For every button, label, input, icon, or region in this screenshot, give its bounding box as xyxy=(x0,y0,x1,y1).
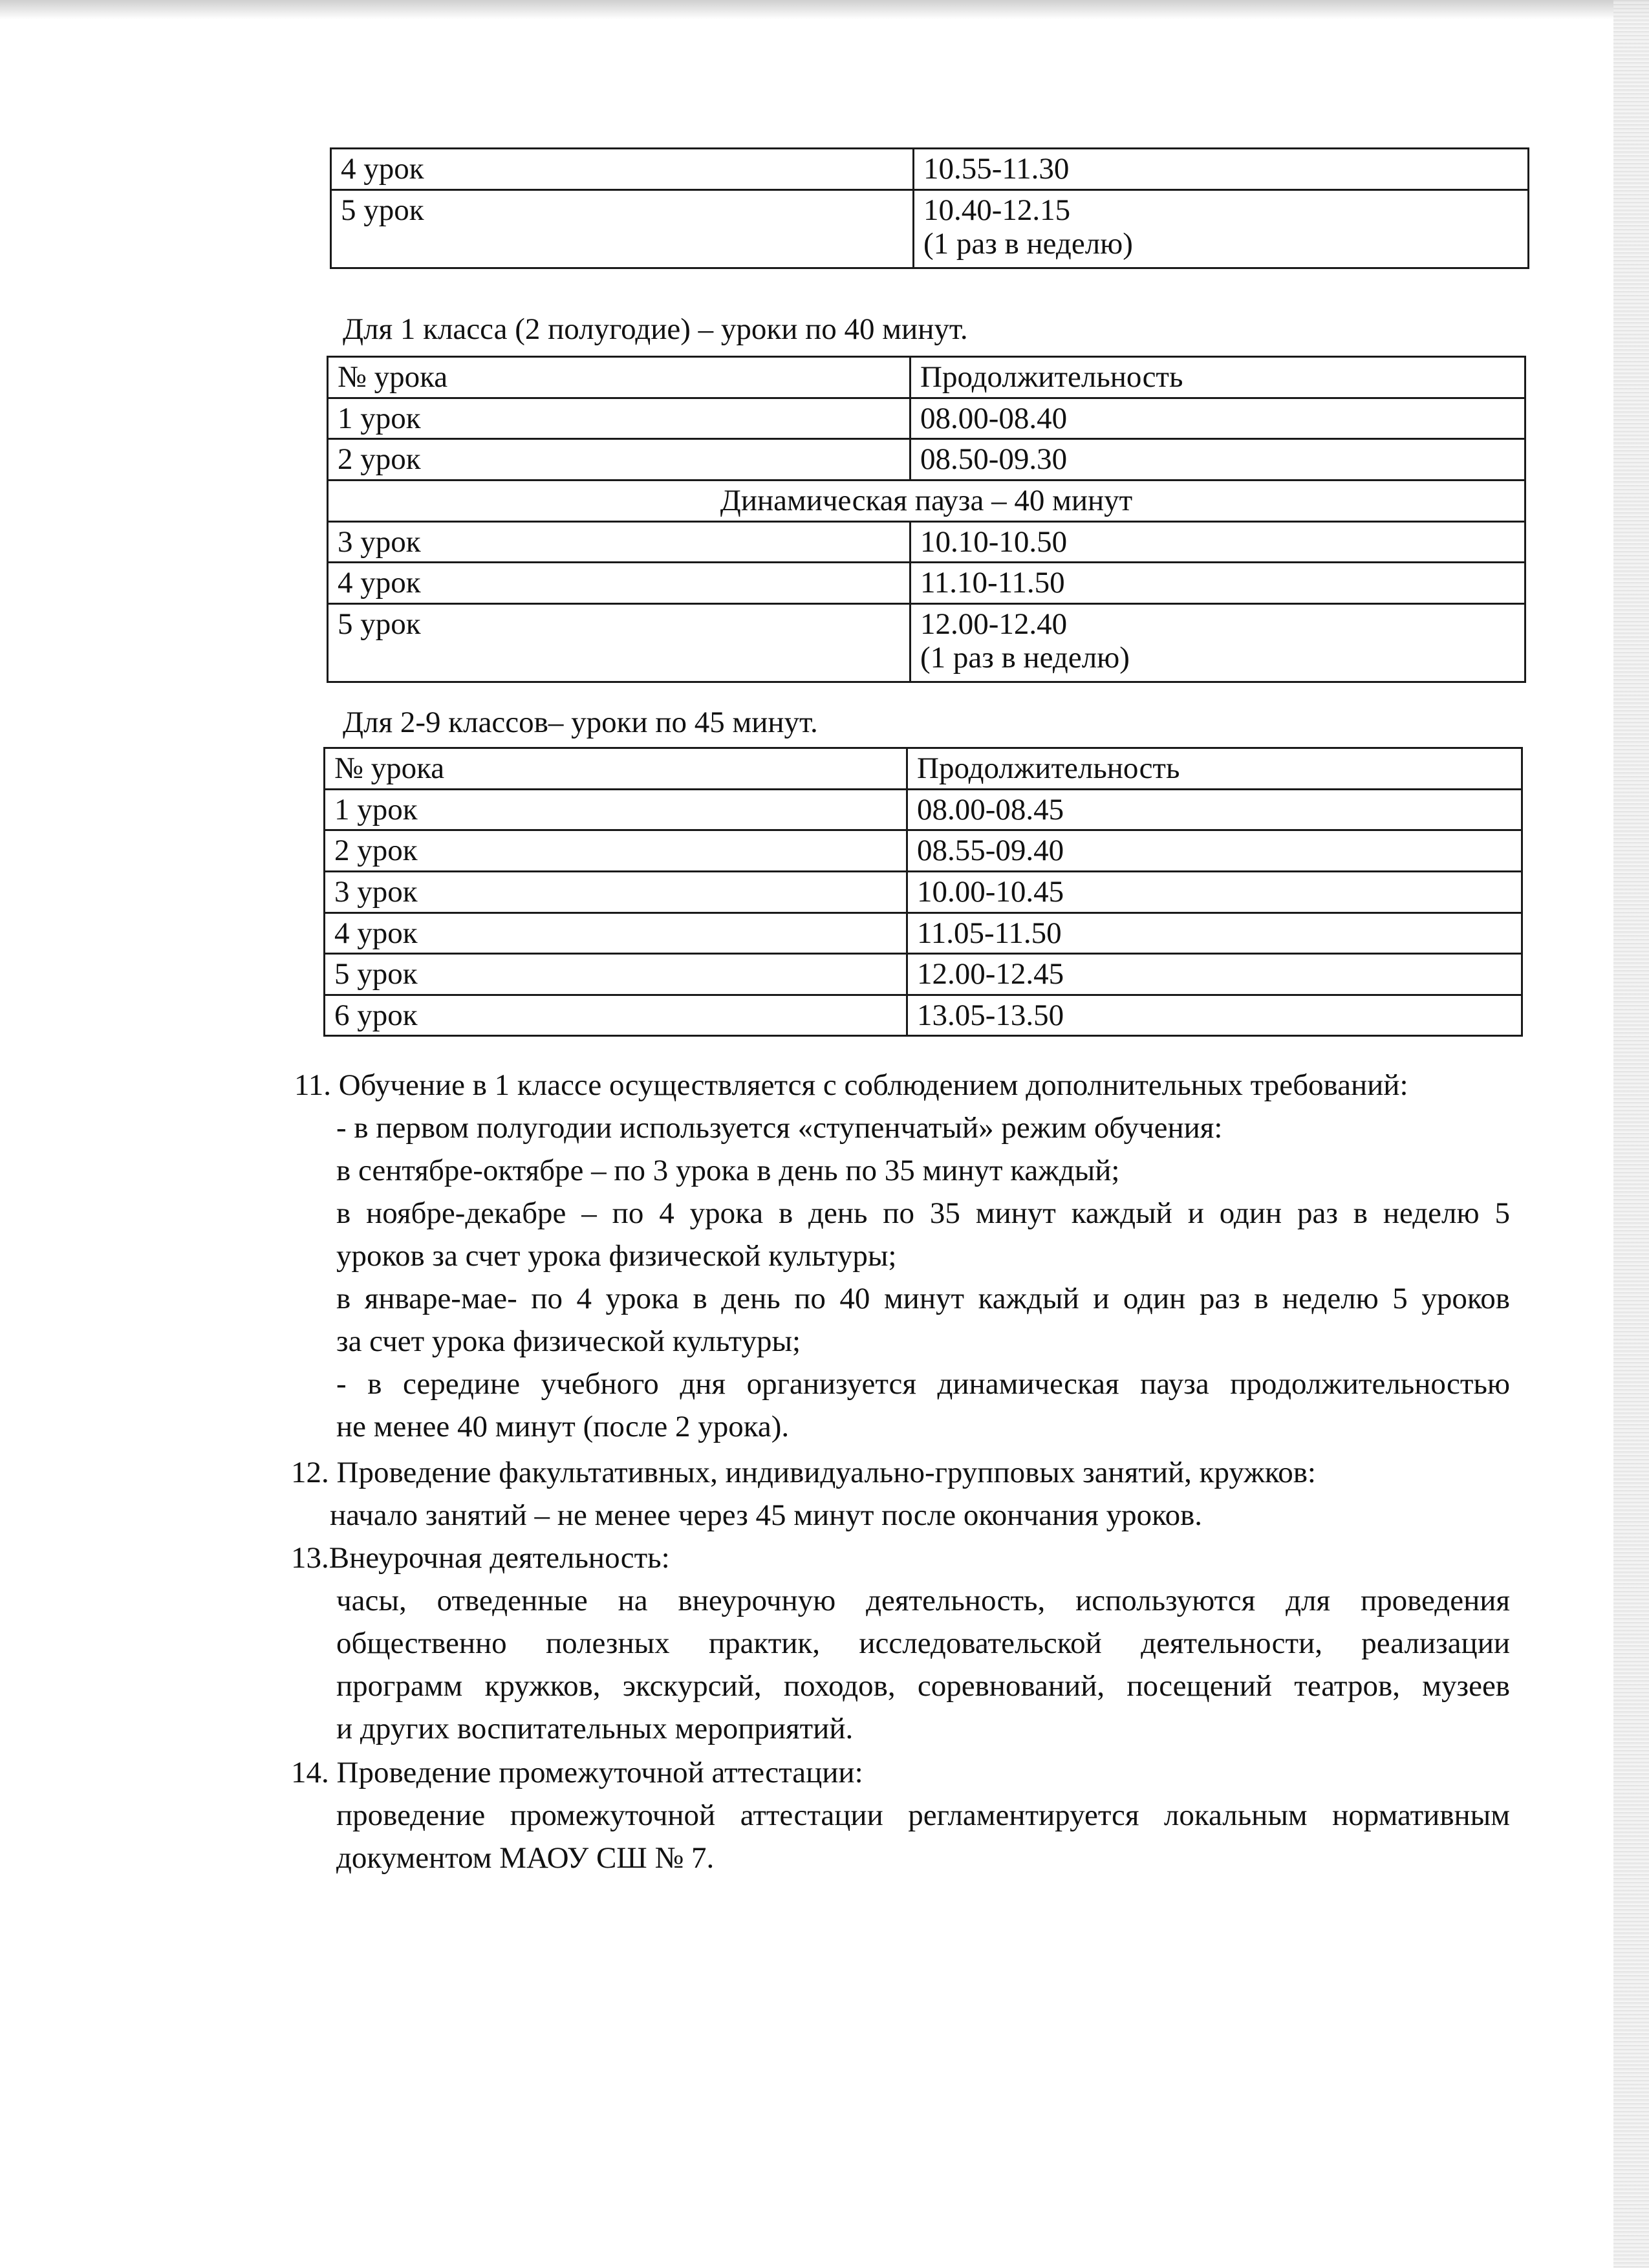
header-duration: Продолжительность xyxy=(911,357,1525,398)
body-line: часы, отведенные на внеурочную деятельность, используются для проведения xyxy=(336,1584,1510,1617)
lesson-cell: 4 урок xyxy=(325,913,907,954)
table-row xyxy=(328,439,1525,481)
table-row xyxy=(325,995,1522,1036)
table-caption-grades-2-9: Для 2-9 классов– уроки по 45 минут. xyxy=(343,706,818,739)
header-duration: Продолжительность xyxy=(907,748,1522,790)
item-13 xyxy=(291,1537,1510,1579)
lesson-cell: 5 урок xyxy=(328,603,911,682)
table-row xyxy=(325,954,1522,995)
table-header-row xyxy=(328,357,1525,398)
table-row xyxy=(325,913,1522,954)
time-cell: 10.55-11.30 xyxy=(914,149,1529,190)
header-lesson: № урока xyxy=(325,748,907,790)
lesson-cell: 3 урок xyxy=(325,871,907,913)
schedule-table-continued xyxy=(330,147,1529,269)
time-cell: 08.00-08.45 xyxy=(907,789,1522,830)
pause-cell: Динамическая пауза – 40 минут xyxy=(328,480,1525,521)
time-cell: 08.50-09.30 xyxy=(911,439,1525,481)
table-row xyxy=(328,398,1525,439)
table-row xyxy=(328,563,1525,604)
body-line: документом МАОУ СШ № 7. xyxy=(336,1841,715,1875)
item-heading: 14. Проведение промежуточной аттестации: xyxy=(291,1756,863,1789)
time-cell: 10.00-10.45 xyxy=(907,871,1522,913)
body-line: уроков за счет урока физической культуры; xyxy=(336,1239,897,1273)
time-cell: 12.00-12.45 xyxy=(907,954,1522,995)
item-14-body xyxy=(336,1794,1510,1879)
table-row xyxy=(328,521,1525,563)
table-row xyxy=(331,149,1529,190)
lesson-cell: 1 урок xyxy=(325,789,907,830)
table-header-row xyxy=(325,748,1522,790)
time-cell xyxy=(911,603,1525,682)
time-note: (1 раз в неделю) xyxy=(923,227,1133,261)
item-heading: 13.Внеурочная деятельность: xyxy=(291,1541,670,1575)
item-13-body xyxy=(336,1579,1510,1750)
body-line: общественно полезных практик, исследовательской деятельности, реализации xyxy=(336,1626,1510,1660)
lesson-cell: 5 урок xyxy=(325,954,907,995)
body-line: программ кружков, экскурсий, походов, соревнований, посещений театров, музеев xyxy=(336,1669,1510,1703)
table-row xyxy=(328,603,1525,682)
time-cell: 08.55-09.40 xyxy=(907,830,1522,872)
lesson-cell: 2 урок xyxy=(328,439,911,481)
item-11-body xyxy=(336,1107,1510,1448)
body-line: проведение промежуточной аттестации регламентируется локальным нормативным xyxy=(336,1798,1510,1832)
lesson-cell: 4 урок xyxy=(328,563,911,604)
item-12-body xyxy=(330,1494,1510,1537)
body-line: не менее 40 минут (после 2 урока). xyxy=(336,1410,790,1443)
body-line: и других воспитательных мероприятий. xyxy=(336,1712,854,1745)
time-value: 10.40-12.15 xyxy=(923,193,1071,227)
time-note: (1 раз в неделю) xyxy=(920,641,1130,675)
schedule-table-grade1 xyxy=(327,356,1526,683)
time-cell: 13.05-13.50 xyxy=(907,995,1522,1036)
item-14 xyxy=(291,1751,1510,1794)
time-cell: 10.10-10.50 xyxy=(911,521,1525,563)
lesson-cell: 4 урок xyxy=(331,149,914,190)
body-line: - в первом полугодии используется «ступенчатый» режим обучения: xyxy=(336,1111,1223,1145)
body-line: в ноябре-декабре – по 4 урока в день по 35 минут каждый и один раз в неделю 5 xyxy=(336,1196,1510,1230)
table-row xyxy=(325,830,1522,872)
lesson-cell: 5 урок xyxy=(331,189,914,268)
item-heading: 11. Обучение в 1 классе осуществляется с соблюдением дополнительных требований: xyxy=(294,1068,1408,1102)
body-line: в январе-мае- по 4 урока в день по 40 минут каждый и один раз в неделю 5 уроков xyxy=(336,1282,1510,1315)
body-line: - в середине учебного дня организуется динамическая пауза продолжительностью xyxy=(336,1367,1510,1401)
body-line: начало занятий – не менее через 45 минут после окончания уроков. xyxy=(330,1498,1203,1532)
time-cell: 11.05-11.50 xyxy=(907,913,1522,954)
item-12 xyxy=(291,1451,1510,1494)
table-row xyxy=(331,189,1529,268)
time-cell xyxy=(914,189,1529,268)
body-line: в сентябре-октябре – по 3 урока в день по 35 минут каждый; xyxy=(336,1154,1120,1187)
schedule-table-grades-2-9 xyxy=(323,747,1523,1037)
lesson-cell: 3 урок xyxy=(328,521,911,563)
scan-shadow-right xyxy=(1613,0,1649,2268)
body-line: за счет урока физической культуры; xyxy=(336,1324,801,1358)
scan-shadow-top xyxy=(0,0,1649,19)
table-row xyxy=(325,871,1522,913)
lesson-cell: 2 урок xyxy=(325,830,907,872)
item-heading: 12. Проведение факультативных, индивидуально-групповых занятий, кружков: xyxy=(291,1456,1316,1489)
item-11 xyxy=(294,1064,1510,1107)
table-row xyxy=(325,789,1522,830)
pause-row xyxy=(328,480,1525,521)
header-lesson: № урока xyxy=(328,357,911,398)
lesson-cell: 1 урок xyxy=(328,398,911,439)
time-cell: 11.10-11.50 xyxy=(911,563,1525,604)
time-cell: 08.00-08.40 xyxy=(911,398,1525,439)
lesson-cell: 6 урок xyxy=(325,995,907,1036)
time-value: 12.00-12.40 xyxy=(920,607,1068,641)
table-caption-grade1: Для 1 класса (2 полугодие) – уроки по 40 минут. xyxy=(343,312,968,346)
